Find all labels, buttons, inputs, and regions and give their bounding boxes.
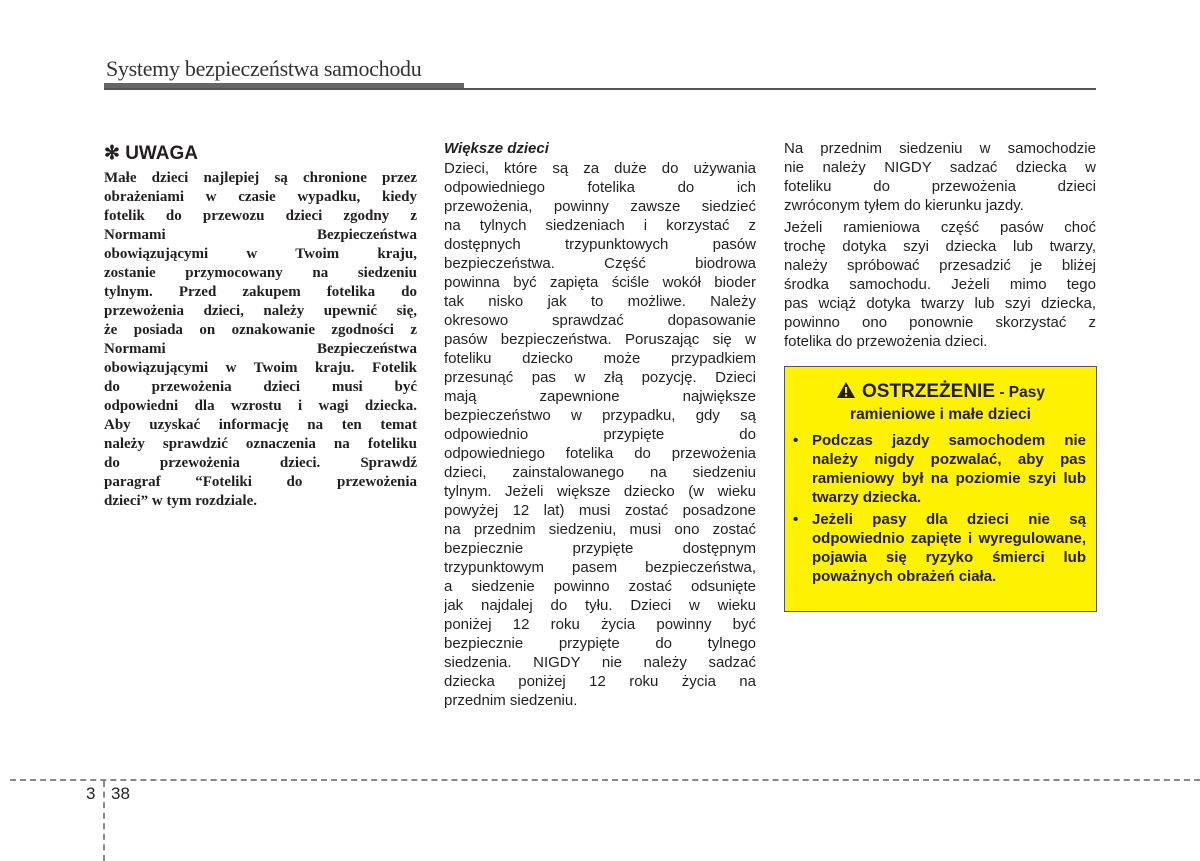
text-line: że posiada on oznakowanie zgodności z [104,322,417,338]
text-line: odpowiedni dla wzrostu i wagi dziecka. [104,398,417,414]
text-line: poniżej 12 roku życia powinny być [444,616,756,633]
older-children-column [444,138,756,710]
text-line: pas wciąż dotyka twarzy lub szyi dziecka, [784,295,1096,312]
warning-title: OSTRZEŻENIE [862,381,996,402]
text-line: Jeżeli ramieniowa część pasów choć [784,219,1096,236]
text-line: dziecka poniżej 12 roku życia na [444,673,756,690]
text-line: tylnym. Przed zakupem fotelika do [104,284,417,300]
text-line: na tylnych siedzeniach i korzystać z [444,217,756,234]
paragraph-shoulder-belt [784,218,1096,351]
text-line: przednim siedzeniu. [444,692,578,709]
text-line: trzypunktowym pasem bezpieczeństwa, [444,559,756,576]
text-line: zostanie przymocowany na siedzeniu [104,265,417,281]
text-line: odpowiednio przypięte do [444,426,756,443]
text-line: przewożenia dzieci, należy upewnić się, [104,303,417,319]
warning-item [793,431,1086,507]
text-line: mają zapewnione największe [444,388,756,405]
text-line: do przewożenia dzieci musi być [104,379,417,395]
text-line: siedzenia. NIGDY nie należy sadzać [444,654,756,671]
bullet-icon: • [793,432,799,449]
section-subtitle: Większe dzieci [444,140,549,157]
text-line: należy spróbować przesadzić je bliżej [784,257,1096,274]
text-line: foteliku dziecko może przypadkiem [444,350,756,367]
note-body [104,169,417,511]
text-line: tak nisko jak to możliwe. Należy [444,293,756,310]
note-column [104,141,417,511]
header-rule [104,88,1096,90]
text-line: bezpiecznie przypięte do tylnego [444,635,756,652]
text-line: nie należy NIGDY sadzać dziecka w [784,159,1096,176]
text-line: bezpiecznie przypięte dostępnym [444,540,756,557]
text-line: Małe dzieci najlepiej są chronione przez [104,170,417,186]
text-line: fotelik do przewozu dzieci zgodny z [104,208,417,224]
front-seat-column [784,139,1096,351]
text-line: odpowiedniego fotelika do przewożenia [444,445,756,462]
page-number: 38 [111,784,130,803]
text-line: tylnym. Jeżeli większe dziecko (w wieku [444,483,756,500]
text-line: obowiązującymi w Twoim kraju. Fotelik [104,360,417,376]
text-line: paragraf “Foteliki do przewożenia [104,474,417,490]
bullet-icon: • [793,511,799,528]
warning-box [784,366,1097,612]
text-line: fotelika do przewożenia dzieci. [784,333,988,350]
text-line: bezpieczeństwa. Część biodrowa [444,255,756,272]
text-line: dostępnych trzypunktowych pasów [444,236,756,253]
warning-heading [785,381,1096,425]
text-line: pasów bezpieczeństwa. Poruszając się w [444,331,756,348]
text-line: przewożenia, powinny zawsze siedzieć [444,198,756,215]
text-line: dzieci” w tym rozdziale. [104,493,258,509]
text-line: obrażeniami w czasie wypadku, kiedy [104,189,417,205]
text-line: obowiązującymi w Twoim kraju, [104,246,417,262]
text-line: zwróconym tyłem do kierunku jazdy. [784,197,1024,214]
text-line: na przednim siedzeniu, musi ono zostać [444,521,756,538]
text-line: jak najdalej do tyłu. Dzieci w wieku [444,597,756,614]
text-line: bezpieczeństwo w przypadku, gdy są [444,407,756,424]
note-title: ✻ UWAGA [104,143,199,164]
text-line: Normami Bezpieczeństwa [104,227,417,243]
text-line: foteliku do przewożenia dzieci [784,178,1096,195]
text-line: Na przednim siedzeniu w samochodzie [784,140,1096,157]
text-line: odpowiedniego fotelika do ich [444,179,756,196]
text-line: trochę dotyka szyi dziecka lub twarzy, [784,238,1096,255]
text-line: Dzieci, które są za duże do używania [444,160,756,177]
section-header-title: Systemy bezpieczeństwa samochodu [106,56,422,81]
chapter-number: 3 [86,784,96,803]
warning-item [793,510,1086,586]
text-line: Normami Bezpieczeństwa [104,341,417,357]
paragraph-front-seat [784,139,1096,215]
warning-triangle-icon [836,381,856,405]
warning-title-line2: ramieniowe i małe dzieci [850,406,1031,423]
text-line: środka samochodu. Jeżeli mimo tego [784,276,1096,293]
warning-title-rest: - Pasy [995,384,1045,401]
text-line: dzieci, zainstalowanego na siedzeniu [444,464,756,481]
warning-item-text: Jeżeli pasy dla dzieci nie są odpowiednio zapięte i wyregulowane, pojawia się ryzyko śmierci lub poważnych obrażeń ciała. [812,511,1086,585]
footer-rule [10,779,1200,781]
text-line: powinno ono ponownie skorzystać z [784,314,1096,331]
text-line: Aby uzyskać informację na ten temat [104,417,417,433]
text-line: należy sprawdzić oznaczenia na foteliku [104,436,417,452]
text-line: okresowo sprawdzać dopasowanie [444,312,756,329]
older-children-body [444,159,756,710]
warning-item-text: Podczas jazdy samochodem nie należy nigdy pozwalać, aby pas ramieniowy był na poziomie szyi lub twarzy dziecka. [812,432,1086,506]
warning-list [793,431,1086,586]
text-line: powyżej 12 lat) musi zostać posadzone [444,502,756,519]
footer-divider [103,781,105,861]
text-line: przesunąć pas w złą pozycję. Dzieci [444,369,756,386]
text-line: powinna być zapięta ściśle wokół bioder [444,274,756,291]
text-line: a siedzenie powinno zostać odsunięte [444,578,756,595]
text-line: do przewożenia dzieci. Sprawdź [104,455,417,471]
